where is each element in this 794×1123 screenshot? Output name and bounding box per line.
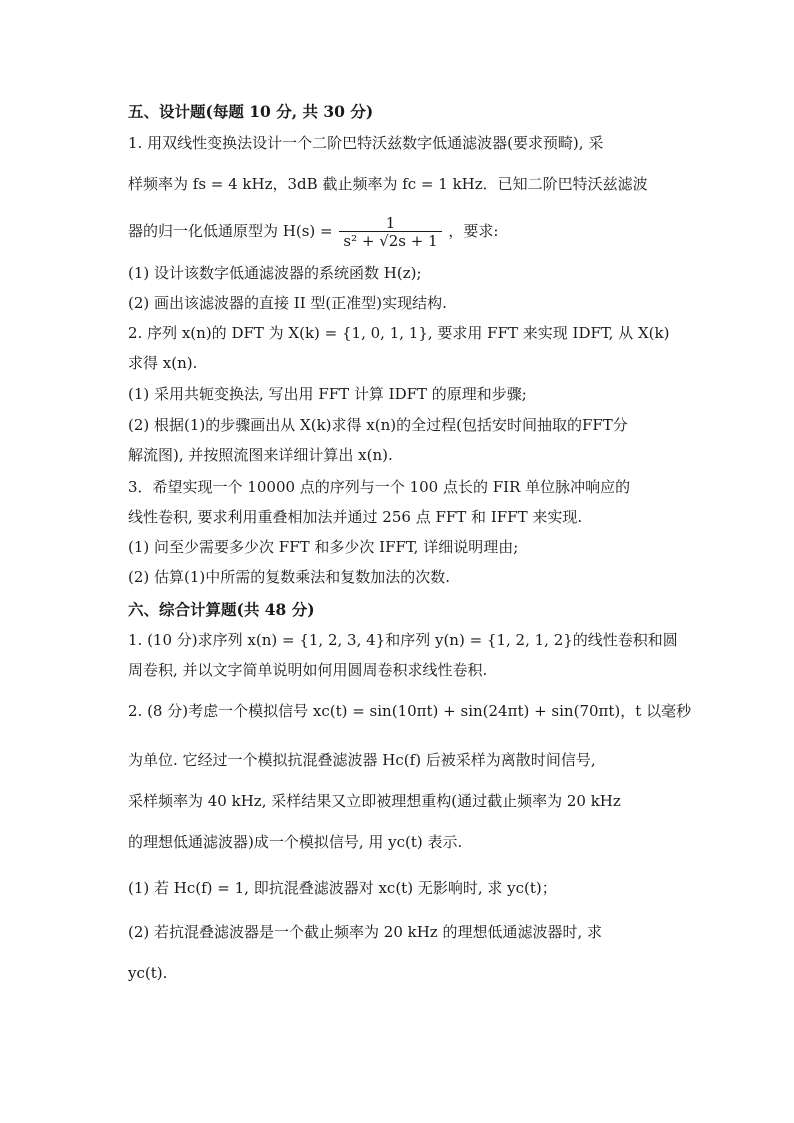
section-5-title: 五、设计题(每题 10 分, 共 30 分) [128,102,374,121]
s5-q1-sub-1: (1) 设计该数字低通滤波器的系统函数 H(z); [128,264,422,282]
s5-q3-sub-1: (1) 问至少需要多少次 FFT 和多少次 IFFT, 详细说明理由; [128,538,519,556]
s5-q2-sub-2a: (2) 根据(1)的步骤画出从 X(k)求得 x(n)的全过程(包括安时间抽取的FFT分 [128,416,628,434]
s6-q2-sub-1: (1) 若 Hc(f) = 1, 即抗混叠滤波器对 xc(t) 无影响时, 求 yc(t)； [128,879,557,897]
fraction-denominator: s² + √2s + 1 [343,231,438,250]
s5-q2-sub-2b: 解流图), 并按照流图来详细计算出 x(n). [128,446,393,464]
s5-q2-line-1: 2. 序列 x(n)的 DFT 为 X(k) = {1, 0, 1, 1}, 要求用 FFT 来实现 IDFT, 从 X(k) [128,324,670,342]
s6-q2-line-1: 2. (8 分)考虑一个模拟信号 xc(t) = sin(10πt) + sin(24πt) + sin(70πt)，t 以毫秒 [128,702,692,720]
s5-q2-sub-1: (1) 采用共轭变换法, 写出用 FFT 计算 IDFT 的原理和步骤; [128,385,527,403]
s5-q1-line-3-text: 器的归一化低通原型为 H(s) = [128,222,333,240]
s6-q2-sub-2b: yc(t). [128,964,168,982]
section-6-title: 六、综合计算题(共 48 分) [128,600,315,619]
s6-q1-line-1: 1. (10 分)求序列 x(n) = {1, 2, 3, 4}和序列 y(n) = {1, 2, 1, 2}的线性卷积和圆 [128,631,678,649]
fraction-numerator: 1 [339,215,441,232]
s5-q3-line-2: 线性卷积, 要求利用重叠相加法并通过 256 点 FFT 和 IFFT 来实现. [128,508,583,526]
butterworth-fraction [339,215,441,250]
s5-q1-line-1: 1. 用双线性变换法设计一个二阶巴特沃兹数字低通滤波器(要求预畸), 采 [128,134,604,152]
s5-q1-line-2: 样频率为 fs = 4 kHz，3dB 截止频率为 fc = 1 kHz．已知二阶巴特沃兹滤波 [128,175,648,193]
s5-q3-line-1: 3．希望实现一个 10000 点的序列与一个 100 点长的 FIR 单位脉冲响应的 [128,478,631,496]
s6-q2-sub-2a: (2) 若抗混叠滤波器是一个截止频率为 20 kHz 的理想低通滤波器时, 求 [128,923,603,941]
s6-q2-line-2: 为单位. 它经过一个模拟抗混叠滤波器 Hc(f) 后被采样为离散时间信号, [128,751,596,769]
s5-q1-sub-2: (2) 画出该滤波器的直接 II 型(正准型)实现结构. [128,294,447,312]
s6-q2-line-3: 采样频率为 40 kHz, 采样结果又立即被理想重构(通过截止频率为 20 kHz [128,792,621,810]
s5-q3-sub-2: (2) 估算(1)中所需的复数乘法和复数加法的次数. [128,568,451,586]
s6-q2-line-4: 的理想低通滤波器)成一个模拟信号, 用 yc(t) 表示. [128,833,463,851]
s5-q1-line-3 [128,213,498,250]
s5-q1-line-3-tail: ，要求: [448,222,499,240]
s6-q1-line-2: 周卷积, 并以文字简单说明如何用圆周卷积求线性卷积. [128,661,488,679]
s5-q2-line-2: 求得 x(n). [128,354,198,372]
